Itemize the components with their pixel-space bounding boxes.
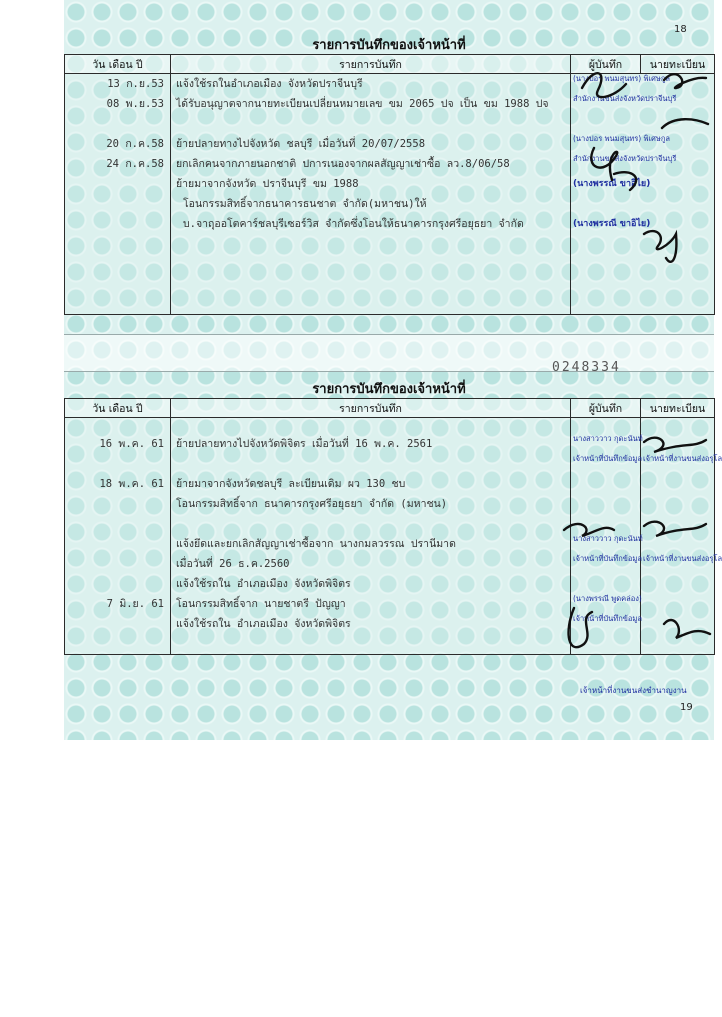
footer-stamp: เจ้าหน้าที่งานขนส่งชำนาญงาน — [580, 686, 687, 695]
entry-line — [171, 454, 570, 474]
date-cell: 7 มิ.ย. 61 — [106, 598, 164, 610]
entry-line — [171, 114, 570, 134]
registrar-stamp — [641, 434, 714, 454]
entry-line — [171, 634, 570, 654]
official-stamp: (นางพรรณี ขาอิไย) — [573, 179, 651, 189]
lower-entries — [171, 418, 571, 655]
recorder-stamp — [571, 634, 640, 654]
col-registrar-header: นายทะเบียน — [641, 399, 715, 418]
official-stamp — [571, 294, 714, 314]
upper-dates — [65, 74, 171, 315]
lower-log-table — [64, 398, 722, 655]
official-stamp — [571, 234, 714, 254]
upper-log-table — [64, 54, 715, 315]
date-cell — [65, 514, 170, 534]
date-cell — [65, 574, 170, 594]
official-stamp: (นางปอร พนมสุนทร) พิเศษกูล — [573, 134, 670, 143]
lower-recorder-stamps — [571, 418, 641, 655]
official-stamp — [571, 114, 714, 134]
registrar-stamp — [641, 594, 714, 614]
entry-line: ย้ายปลายทางไปจังหวัด ชลบุรี เมื่อวันที่ 20/07/2558 — [176, 138, 426, 150]
recorder-stamp — [571, 474, 640, 494]
upper-stamps — [571, 74, 715, 315]
official-stamp: สำนักงานขนส่งจังหวัดปราจีนบุรี — [573, 154, 677, 163]
official-stamp — [571, 254, 714, 274]
registrar-stamp — [641, 514, 714, 534]
entry-line — [171, 514, 570, 534]
entry-line: บ.จาฤุออโตคาร์ชลบุรีเซอร์วิส จำกัดซึ่งโอนให้ธนาคารกรุงศรีอยุธยา จำกัด — [183, 218, 524, 230]
recorder-stamp — [571, 494, 640, 514]
page-number-bottom: 19 — [680, 702, 693, 713]
entry-line — [171, 234, 570, 254]
date-cell: 24 ก.ค.58 — [106, 158, 164, 170]
col-entry-header: รายการบันทึก — [171, 55, 571, 74]
official-stamp — [571, 274, 714, 294]
date-cell — [65, 454, 170, 474]
date-cell: 16 พ.ค. 61 — [99, 438, 164, 450]
entry-line — [171, 274, 570, 294]
entry-line: แจ้งใช้รถใน อำเภอเมือง จังหวัดพิจิตร — [176, 578, 351, 590]
official-stamp: สำนักงานขนส่งจังหวัดปราจีนบุรี — [573, 94, 677, 103]
registrar-stamp — [641, 494, 714, 514]
date-cell — [65, 114, 170, 134]
page-number-top: 18 — [674, 24, 687, 35]
registrar-stamp — [641, 634, 714, 654]
recorder-stamp: นางสาววาว กุดะนันท์ — [573, 434, 643, 443]
recorder-stamp — [571, 574, 640, 594]
registrar-stamp — [641, 474, 714, 494]
col-entry-header: รายการบันทึก — [171, 399, 571, 418]
col-date-header: วัน เดือน ปี — [65, 55, 171, 74]
date-cell — [65, 494, 170, 514]
registrar-stamp — [641, 574, 714, 594]
recorder-stamp: (นางพรรณี พูดคล่อง) — [573, 594, 642, 603]
entry-line: โอนกรรมสิทธิ์จากธนาคารธนชาต จำกัด(มหาชน)ให้ — [183, 198, 427, 210]
date-cell — [65, 534, 170, 554]
col-date-header: วัน เดือน ปี — [65, 399, 171, 418]
official-stamp — [571, 194, 714, 214]
entry-line: ได้รับอนุญาตจากนายทะเบียนเปลี่ยนหมายเลข ขม 2065 ปจ เป็น ขม 1988 ปจ — [176, 98, 549, 110]
recorder-stamp: นางสาววาว กุดะนันท์ — [573, 534, 643, 543]
lower-title: รายการบันทึกของเจ้าหน้าที่ — [312, 382, 466, 397]
recorder-stamp — [571, 514, 640, 534]
date-cell — [65, 214, 170, 234]
registrar-stamp: เจ้าหน้าที่งานขนส่งอรุโล — [643, 554, 722, 563]
col-recorder-header: ผู้บันทึก — [571, 55, 641, 74]
date-cell — [65, 634, 170, 654]
recorder-stamp: เจ้าหน้าที่บันทึกข้อมูล — [573, 454, 642, 463]
official-stamp: (นางปอร พนมสุนทร) พิเศษกูล — [573, 74, 670, 83]
col-recorder-header: ผู้บันทึก — [571, 399, 641, 418]
upper-entries — [171, 74, 571, 315]
date-cell: 18 พ.ค. 61 — [99, 478, 164, 490]
date-cell — [65, 194, 170, 214]
date-cell — [65, 234, 170, 254]
col-registrar-header: นายทะเบียน — [641, 55, 715, 74]
registration-page — [64, 0, 722, 740]
date-cell — [65, 174, 170, 194]
serial-number: 0248334 — [552, 360, 621, 375]
date-cell — [65, 294, 170, 314]
entry-line: ย้ายปลายทางไปจังหวัดพิจิตร เมื่อวันที่ 16 พ.ค. 2561 — [176, 438, 433, 450]
entry-line: แจ้งใช้รถในอำเภอเมือง จังหวัดปราจีนบุรี — [176, 78, 363, 90]
date-cell — [65, 614, 170, 634]
entry-line: โอนกรรมสิทธิ์จาก นายชาตรี ปัญญา — [176, 598, 346, 610]
registrar-stamp: เจ้าหน้าที่งานขนส่งอรุโล — [643, 454, 722, 463]
upper-title: รายการบันทึกของเจ้าหน้าที่ — [312, 38, 466, 53]
date-cell: 20 ก.ค.58 — [106, 138, 164, 150]
entry-line — [171, 294, 570, 314]
entry-line: ย้ายมาจากจังหวัด ปราจีนบุรี ขม 1988 — [176, 178, 359, 190]
entry-line: แจ้งใช้รถใน อำเภอเมือง จังหวัดพิจิตร — [176, 618, 351, 630]
recorder-stamp: เจ้าหน้าที่บันทึกข้อมูล — [573, 554, 642, 563]
recorder-stamp: เจ้าหน้าที่บันทึกข้อมูล — [573, 614, 642, 623]
entry-line: เมื่อวันที่ 26 ธ.ค.2560 — [176, 558, 290, 570]
registrar-stamp — [641, 614, 714, 634]
date-cell: 13 ก.ย.53 — [107, 78, 164, 90]
entry-line: ย้ายมาจากจังหวัดชลบุรี ละเบียนเดิม ผว 130 ชบ — [176, 478, 406, 490]
date-cell — [65, 554, 170, 574]
date-cell — [65, 254, 170, 274]
entry-line: โอนกรรมสิทธิ์จาก ธนาคารกรุงศรีอยุธยา จำกัด (มหาชน) — [176, 498, 448, 510]
date-cell: 08 พ.ย.53 — [106, 98, 164, 110]
entry-line — [171, 254, 570, 274]
official-stamp: (นางพรรณี ขาอิไย) — [573, 219, 651, 229]
registrar-stamp — [641, 534, 714, 554]
date-cell — [65, 274, 170, 294]
entry-line: ยกเลิกคนจากภายนอกชาติ ปการเนองจากผลสัญญาเช่าซื้อ ลว.8/06/58 — [176, 158, 510, 170]
entry-line: แจ้งยึดและยกเลิกสัญญาเช่าซื้อจาก นางกมลวรรณ ปรานีมาด — [176, 538, 456, 550]
lower-dates — [65, 418, 171, 655]
lower-registrar-stamps — [641, 418, 722, 655]
